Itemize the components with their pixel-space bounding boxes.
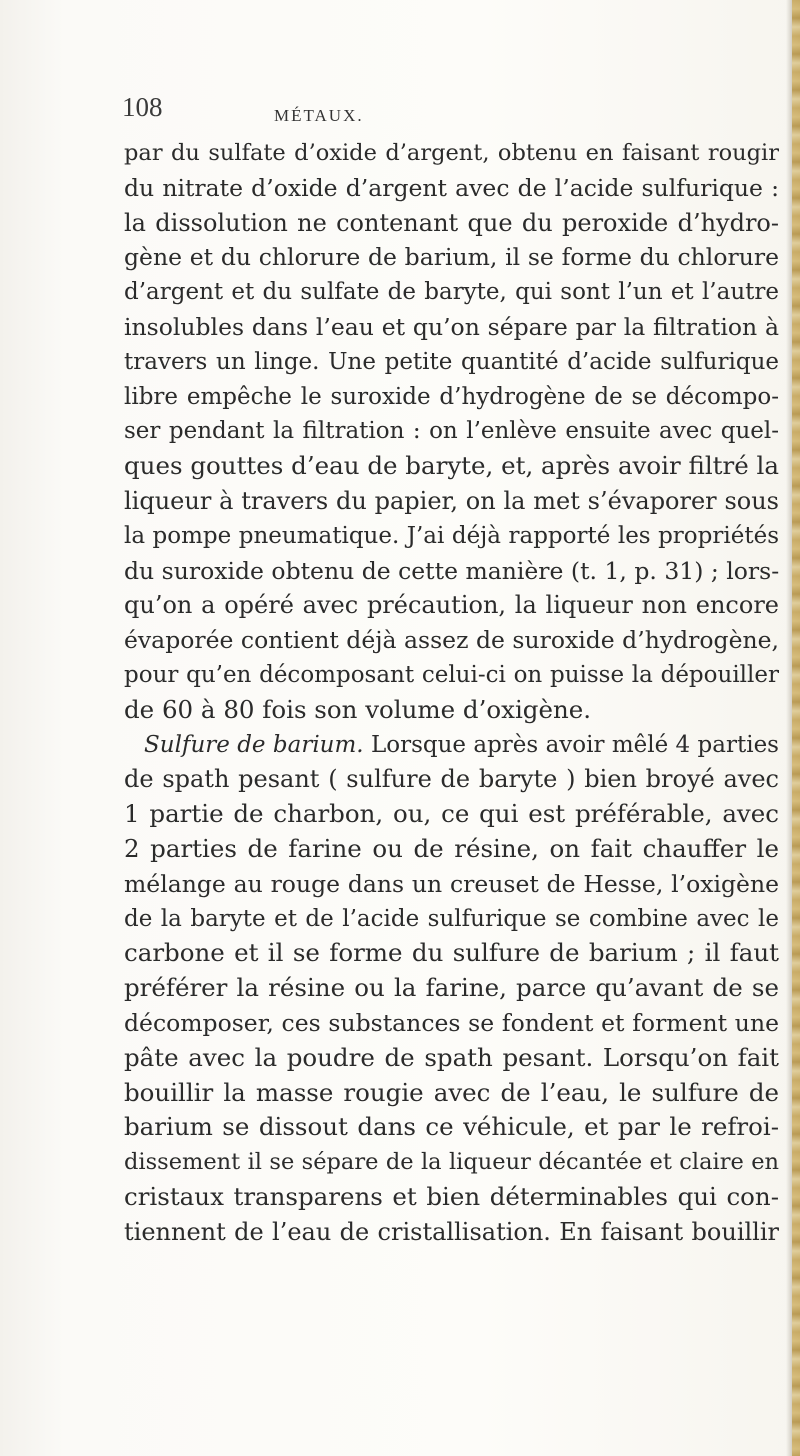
text-line: dissement il se sépare de la liqueur décantée et claire en: [124, 1149, 779, 1176]
text-line: de 60 à 80 fois son volume d’oxigène.: [124, 694, 592, 724]
text-line: 2 parties de farine ou de résine, on fait chauffer le: [124, 833, 779, 863]
text-line: par du sulfate d’oxide d’argent, obtenu en faisant rougir: [124, 140, 779, 166]
text-line: mélange au rouge dans un creuset de Hesse, l’oxigène: [124, 869, 779, 898]
text-line: qu’on a opéré avec précaution, la liqueur non encore: [124, 591, 779, 620]
text-line: bouillir la masse rougie avec de l’eau, le sulfure de: [124, 1077, 779, 1107]
text-line: libre empêche le suroxide d’hydrogène de se décompo-: [124, 383, 779, 410]
text-line: liqueur à travers du papier, on la met s’évaporer sous: [124, 486, 779, 515]
text-line: carbone et il se forme du sulfure de barium ; il faut: [124, 938, 779, 968]
text-line: pâte avec la poudre de spath pesant. Lorsqu’on fait: [124, 1042, 779, 1072]
text-line: du suroxide obtenu de cette manière (t. 1, p. 31) ; lors-: [124, 556, 779, 585]
text-line: ser pendant la filtration : on l’enlève ensuite avec quel-: [124, 418, 779, 445]
text-line: ques gouttes d’eau de baryte, et, après avoir filtré la: [124, 451, 779, 481]
text-line: la dissolution ne contenant que du peroxide d’hydro-: [124, 208, 779, 237]
text-line: évaporée contient déjà assez de suroxide d’hydrogène,: [124, 626, 779, 655]
text-line-with-heading: [124, 728, 779, 763]
text-line: insolubles dans l’eau et qu’on sépare par la filtration à: [124, 312, 779, 341]
text-line: cristaux transparens et bien déterminables qui con-: [124, 1181, 779, 1211]
text-line: la pompe pneumatique. J’ai déjà rapporté les propriétés: [124, 522, 779, 549]
page-number: 108: [122, 92, 163, 122]
text-line: gène et du chlorure de barium, il se forme du chlorure: [124, 243, 779, 272]
next-page-edge: [792, 0, 800, 1456]
text-line: de spath pesant ( sulfure de baryte ) bien broyé avec: [124, 765, 779, 794]
text-line: d’argent et du sulfate de baryte, qui sont l’un et l’autre: [124, 279, 779, 306]
run-in-heading: Sulfure de barium.: [144, 731, 364, 758]
body-text: [124, 136, 779, 1250]
text-line: du nitrate d’oxide d’argent avec de l’acide sulfurique :: [124, 173, 779, 202]
running-head: MÉTAUX.: [274, 106, 364, 125]
text-line: barium se dissout dans ce véhicule, et par le refroi-: [124, 1112, 779, 1142]
text-line-rest: Lorsque après avoir mêlé 4 parties: [363, 731, 779, 758]
text-line: tiennent de l’eau de cristallisation. En faisant bouillir: [124, 1217, 779, 1246]
text-line: pour qu’en décomposant celui-ci on puisse la dépouiller: [124, 661, 779, 688]
text-line: 1 partie de charbon, ou, ce qui est préférable, avec: [124, 799, 779, 829]
text-line: travers un linge. Une petite quantité d’acide sulfurique: [124, 348, 779, 375]
text-line: décomposer, ces substances se fondent et forment une: [124, 1008, 779, 1037]
text-line: préférer la résine ou la farine, parce qu’avant de se: [124, 973, 779, 1003]
page-header: [122, 92, 782, 132]
text-line: de la baryte et de l’acide sulfurique se combine avec le: [124, 905, 779, 932]
